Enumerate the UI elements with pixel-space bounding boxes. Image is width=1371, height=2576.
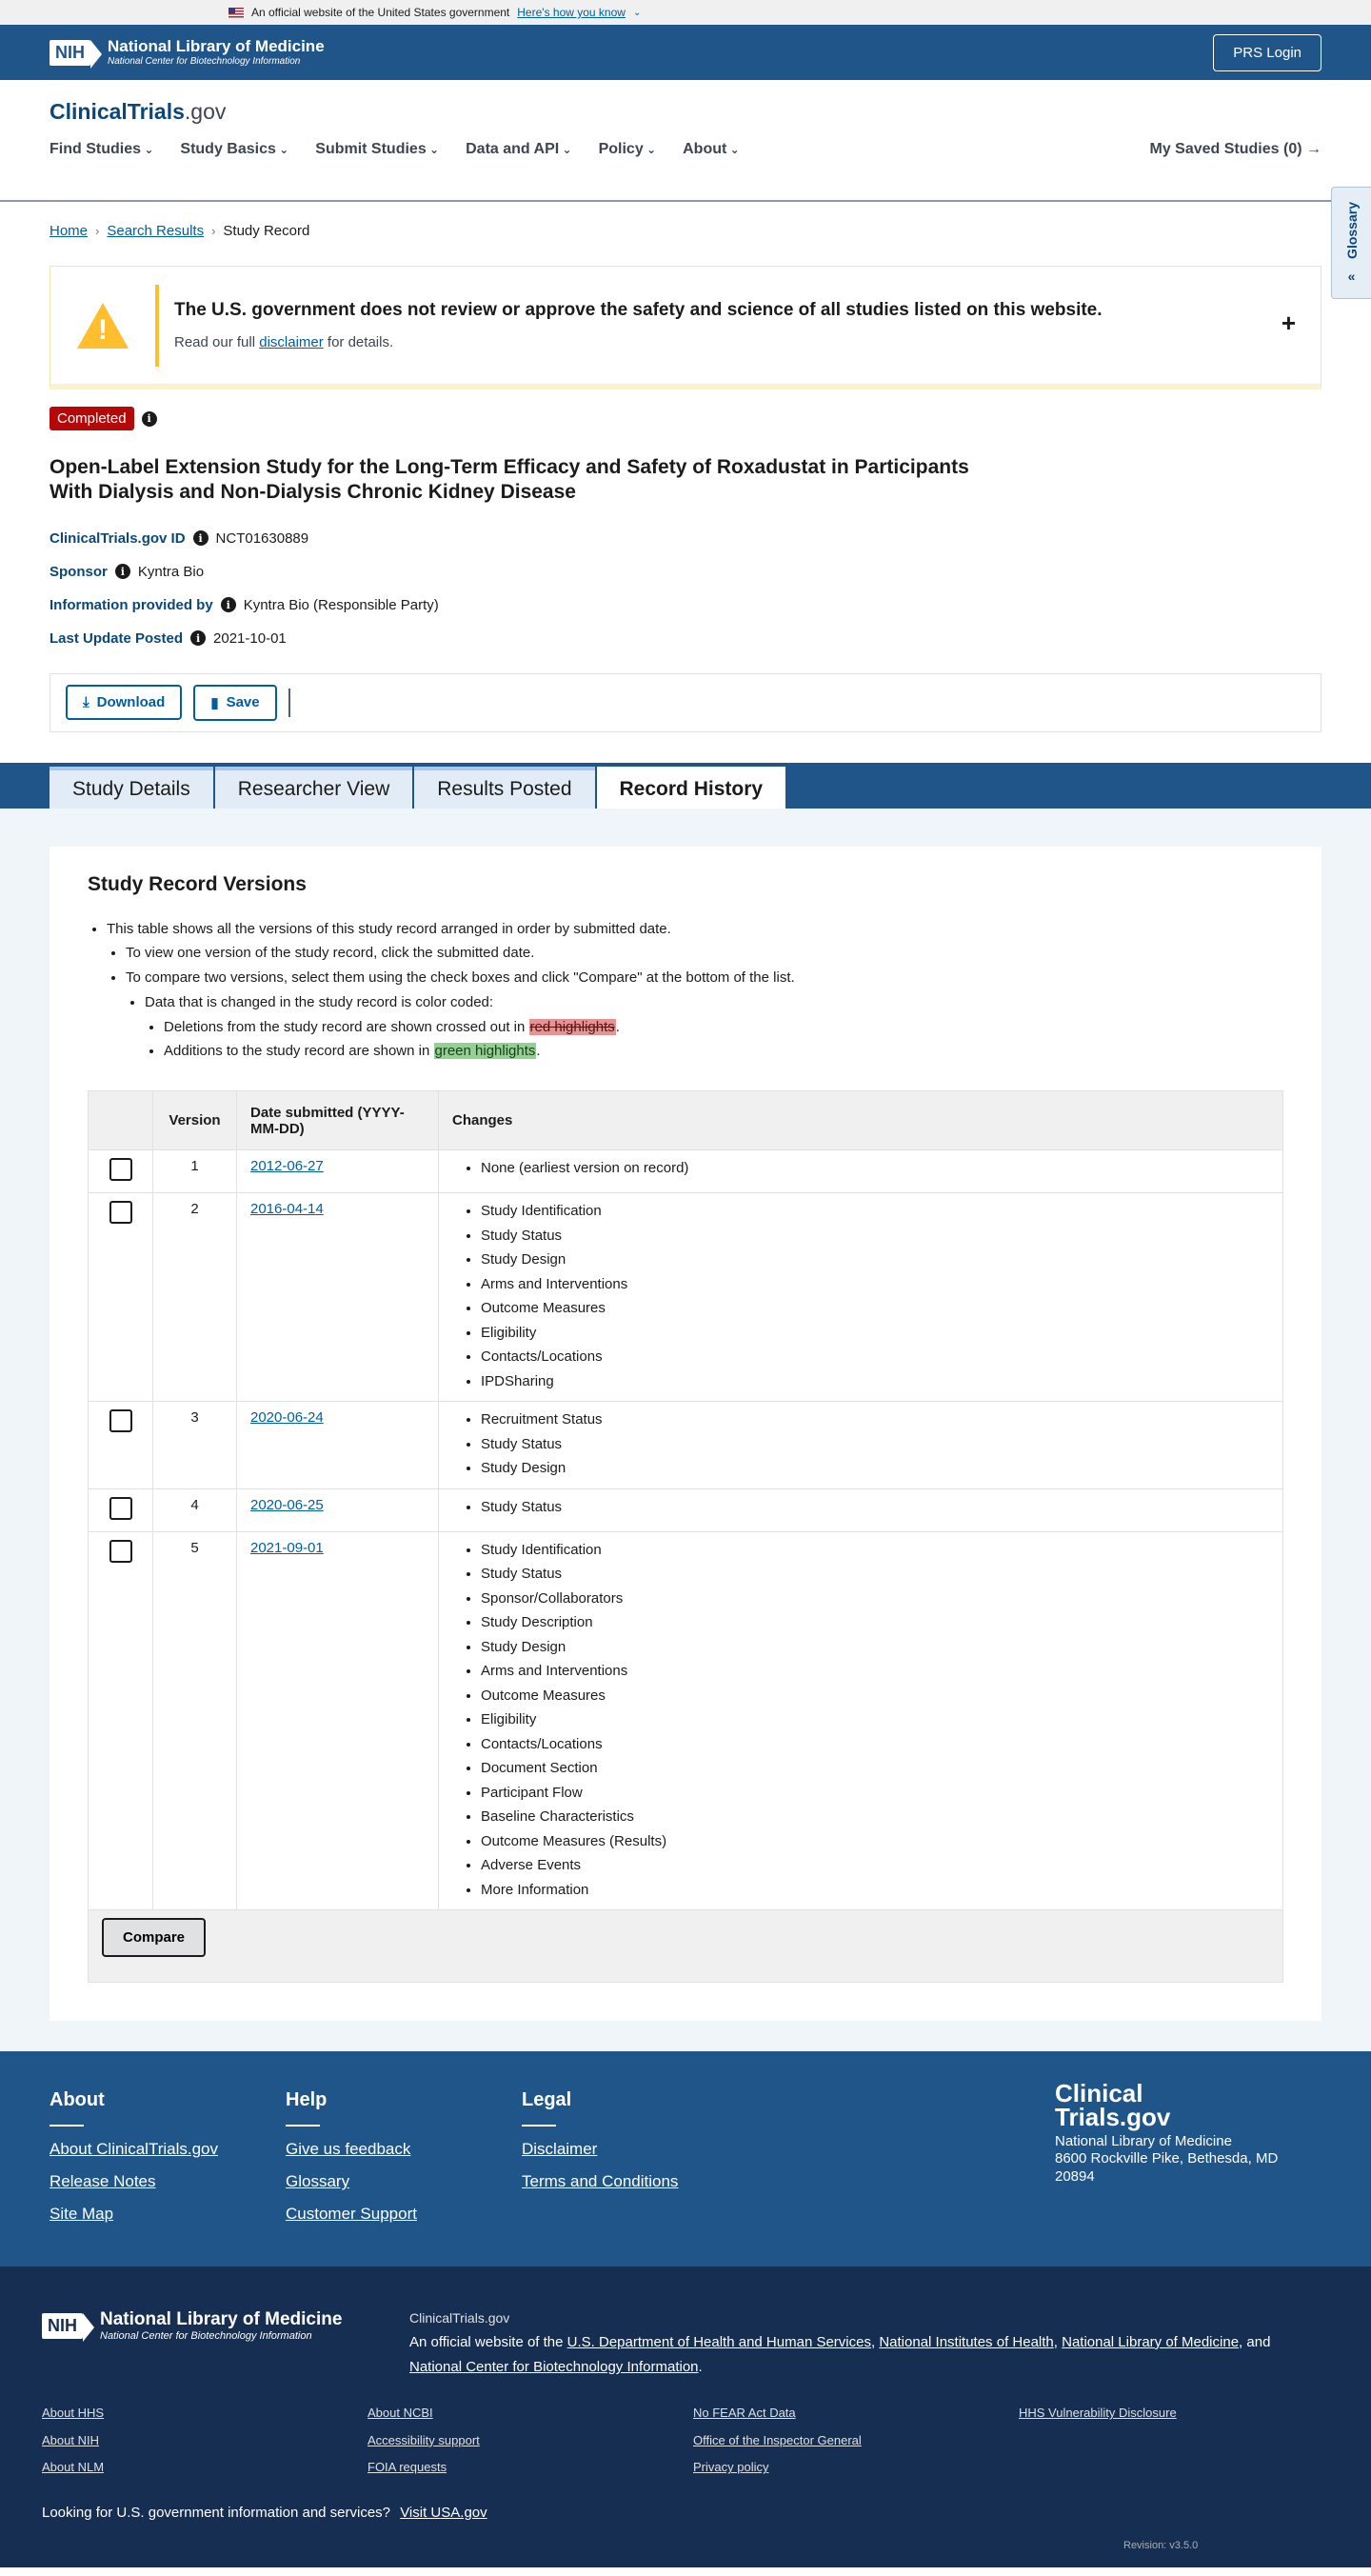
usa-gov-line xyxy=(42,2505,487,2521)
change-item: • More Information xyxy=(481,1878,1269,1903)
header-date: Date submitted (YYYY-MM-DD) xyxy=(237,1091,439,1150)
version-date-link[interactable]: 2016-04-14 xyxy=(250,1201,324,1218)
change-item: • Arms and Interventions xyxy=(481,1659,1269,1684)
table-row xyxy=(89,1150,1283,1193)
info-provided-value: Kyntra Bio (Responsible Party) xyxy=(243,596,439,613)
chevrons-left-icon: « xyxy=(1347,268,1356,284)
sponsor-value: Kyntra Bio xyxy=(137,563,205,580)
footer-links-col1 xyxy=(42,2400,104,2482)
checkbox-cell xyxy=(89,1150,153,1193)
change-item: • Study Status xyxy=(481,1432,1269,1457)
additions-text: Additions to the study record are shown in xyxy=(164,1043,430,1060)
ncbi-subtitle: National Center for Biotechnology Information xyxy=(108,55,301,67)
footer-address xyxy=(1055,2133,1278,2187)
sponsor-label: Sponsor xyxy=(50,563,108,580)
download-icon: ⤓ xyxy=(83,694,89,710)
info-icon[interactable]: i xyxy=(193,530,209,546)
disclaimer-text xyxy=(174,334,1103,350)
footer-about-title: About xyxy=(50,2089,105,2111)
save-button[interactable] xyxy=(193,685,276,721)
nlm-logo[interactable] xyxy=(50,38,325,67)
instruction-1b-text: To compare two versions, select them using the check boxes and click "Compare" at the bottom of the list. xyxy=(126,969,795,987)
revision-text: Revision: v3.5.0 xyxy=(1123,2540,1199,2552)
heres-how-you-know-link[interactable]: Here's how you know xyxy=(517,6,626,19)
nih-logo-box: NIH xyxy=(50,40,90,66)
footer-link[interactable]: About HHS xyxy=(42,2406,105,2421)
footer-link[interactable]: About NLM xyxy=(42,2460,105,2475)
tab-researcher-view[interactable]: Researcher View xyxy=(215,767,413,809)
changes-cell xyxy=(439,1531,1283,1910)
footer-links-col3 xyxy=(693,2400,862,2482)
warning-icon: ! xyxy=(50,303,155,349)
clinicaltrials-logo[interactable] xyxy=(50,99,226,125)
green-highlight-sample: green highlights xyxy=(434,1043,536,1060)
version-number: 4 xyxy=(153,1488,237,1531)
gov-banner-text: An official website of the United States government xyxy=(251,6,510,19)
usa-pre: Looking for U.S. government information and services? xyxy=(42,2505,391,2522)
deletions-text: Deletions from the study record are shown crossed out in xyxy=(164,1018,526,1035)
version-checkbox[interactable] xyxy=(109,1497,132,1520)
table-header-row xyxy=(89,1091,1283,1150)
nih-link[interactable]: National Institutes of Health xyxy=(879,2333,1054,2350)
changes-cell xyxy=(439,1402,1283,1489)
date-cell xyxy=(237,1402,439,1489)
nih-header xyxy=(0,25,1371,80)
breadcrumb xyxy=(50,202,1321,239)
table-row xyxy=(89,1402,1283,1489)
chevron-right-icon: › xyxy=(211,224,216,238)
breadcrumb-current: Study Record xyxy=(223,223,310,239)
change-item: • Recruitment Status xyxy=(481,1408,1269,1432)
footer-link[interactable]: No FEAR Act Data xyxy=(693,2406,796,2421)
footer-link[interactable]: Privacy policy xyxy=(693,2460,769,2475)
changes-cell xyxy=(439,1193,1283,1402)
study-title: Open-Label Extension Study for the Long-Term Efficacy and Safety of Roxadustat in Participants With Dialysis and Non-Dialysis Chronic Kidney Disease xyxy=(50,456,969,504)
usa-gov-link[interactable]: Visit USA.gov xyxy=(400,2505,487,2522)
change-item: • Study Design xyxy=(481,1248,1269,1272)
footer-help-title: Help xyxy=(286,2089,328,2111)
glossary-label: Glossary xyxy=(1343,202,1360,259)
disclaimer-title: The U.S. government does not review or approve the safety and science of all studies listed on this website. xyxy=(174,300,1103,320)
logo-suffix: .gov xyxy=(184,99,227,124)
instruction-1b xyxy=(126,966,1283,1064)
change-item: • Study Identification xyxy=(481,1199,1269,1224)
footer-link[interactable]: Disclaimer xyxy=(522,2140,598,2159)
versions-table xyxy=(88,1090,1283,1983)
nlm-link[interactable]: National Library of Medicine xyxy=(1062,2333,1240,2350)
breadcrumb-search-results[interactable]: Search Results xyxy=(107,223,205,239)
footer-official-text: ClinicalTrials.gov An official website of the U.S. Department of Health and Human Services, National Institutes of Health, National Library of Medicine, and National Center for Biotechnology Information. xyxy=(409,2306,1295,2380)
footer-nlm-logo[interactable] xyxy=(42,2310,342,2342)
address-line: 20894 xyxy=(1055,2168,1095,2186)
change-item: • Study Status xyxy=(481,1495,1269,1520)
checkbox-cell xyxy=(89,1402,153,1489)
chevron-right-icon: › xyxy=(95,224,100,238)
changes-cell xyxy=(439,1488,1283,1531)
footer-link[interactable]: FOIA requests xyxy=(368,2460,447,2475)
tab-bar xyxy=(0,763,1371,809)
change-item: • IPDSharing xyxy=(481,1369,1269,1394)
change-item: • Contacts/Locations xyxy=(481,1732,1269,1757)
record-history-section xyxy=(0,809,1371,2052)
footer-link[interactable]: About NIH xyxy=(42,2432,99,2447)
change-item: • Outcome Measures xyxy=(481,1684,1269,1708)
version-number: 2 xyxy=(153,1193,237,1402)
change-item: • Document Section xyxy=(481,1756,1269,1781)
instruction-additions: • Additions to the study record are shown in green highlights. xyxy=(164,1039,1283,1064)
checkbox-cell xyxy=(89,1193,153,1402)
date-cell xyxy=(237,1150,439,1193)
status-row xyxy=(50,407,1321,430)
footer-link[interactable]: Glossary xyxy=(286,2172,350,2191)
change-item: • Contacts/Locations xyxy=(481,1345,1269,1369)
change-item: • Study Design xyxy=(481,1456,1269,1481)
footer-link[interactable]: HHS Vulnerability Disclosure xyxy=(1019,2406,1177,2421)
instruction-1 xyxy=(107,917,1283,1065)
checkbox-cell xyxy=(89,1488,153,1531)
footer-link[interactable]: About ClinicalTrials.gov xyxy=(50,2140,218,2159)
footer-link[interactable]: Give us feedback xyxy=(286,2140,411,2159)
download-label: Download xyxy=(96,694,166,710)
info-icon[interactable]: i xyxy=(190,630,206,646)
study-header xyxy=(0,202,1371,732)
change-item: • Eligibility xyxy=(481,1707,1269,1732)
change-item: • Study Identification xyxy=(481,1538,1269,1563)
info-provided-label: Information provided by xyxy=(50,596,213,613)
version-date-link[interactable]: 2020-06-24 xyxy=(250,1409,324,1427)
footer-link[interactable]: About NCBI xyxy=(368,2406,433,2421)
ncbi-subtitle: National Center for Biotechnology Information xyxy=(100,2330,312,2343)
disclaimer-post: for details. xyxy=(327,334,394,350)
nav-policy[interactable]: Policy ⌄ xyxy=(599,141,657,158)
date-cell xyxy=(237,1531,439,1910)
footer-link[interactable]: Release Notes xyxy=(50,2172,156,2191)
instruction-color xyxy=(145,990,1283,1064)
change-item: • Study Design xyxy=(481,1635,1269,1660)
change-item: • Study Description xyxy=(481,1610,1269,1635)
instruction-deletions: • Deletions from the study record are shown crossed out in red highlights. xyxy=(164,1015,1283,1040)
download-button[interactable] xyxy=(66,685,182,720)
version-number: 5 xyxy=(153,1531,237,1910)
table-row xyxy=(89,1193,1283,1402)
footer-legal-title: Legal xyxy=(522,2089,572,2111)
footer-site: ClinicalTrials.gov xyxy=(409,2310,510,2326)
nav-data-and-api[interactable]: Data and API ⌄ xyxy=(466,141,571,158)
change-item: • Baseline Characteristics xyxy=(481,1805,1269,1829)
save-label: Save xyxy=(226,694,260,710)
nih-logo-box: NIH xyxy=(42,2313,83,2339)
footer-help xyxy=(286,2089,417,2237)
last-update-value: 2021-10-01 xyxy=(213,629,287,647)
ncbi-link[interactable]: National Center for Biotechnology Information xyxy=(409,2359,699,2376)
version-date-link[interactable]: 2020-06-25 xyxy=(250,1496,324,1513)
header-changes: Changes xyxy=(439,1091,1283,1150)
bookmark-icon: ▮ xyxy=(210,694,219,711)
version-number: 3 xyxy=(153,1402,237,1489)
nav-study-basics[interactable]: Study Basics ⌄ xyxy=(180,141,288,158)
footer-about xyxy=(50,2089,218,2237)
main-nav xyxy=(0,80,1371,202)
breadcrumb-home[interactable]: Home xyxy=(50,223,89,239)
arrow-right-icon: → xyxy=(1306,141,1321,157)
divider xyxy=(288,689,290,717)
instruction-1-text: This table shows all the versions of this study record arranged in order by submitted date. xyxy=(107,920,671,937)
instruction-color-text: Data that is changed in the study record is color coded: xyxy=(145,993,494,1010)
address-line: National Library of Medicine xyxy=(1055,2132,1232,2149)
change-item: • Eligibility xyxy=(481,1321,1269,1346)
compare-cell xyxy=(89,1910,1283,1983)
table-row xyxy=(89,1531,1283,1910)
change-item: • Arms and Interventions xyxy=(481,1272,1269,1297)
status-badge: Completed xyxy=(50,407,134,430)
footer-link[interactable]: Customer Support xyxy=(286,2205,417,2224)
footer-logo-line1: Clinical xyxy=(1055,2079,1143,2108)
nav-submit-studies[interactable]: Submit Studies ⌄ xyxy=(315,141,439,158)
us-flag-icon xyxy=(228,8,244,18)
info-icon[interactable]: i xyxy=(115,564,130,579)
version-checkbox[interactable] xyxy=(109,1540,132,1563)
disclaimer-pre: Read our full xyxy=(174,334,256,350)
header-checkbox-col xyxy=(89,1091,153,1150)
footer-logo-line2: Trials.gov xyxy=(1055,2102,1171,2131)
gov-banner xyxy=(0,0,1371,25)
footer-ct-block xyxy=(1055,2079,1279,2187)
last-update-label: Last Update Posted xyxy=(50,629,184,647)
my-saved-studies-link[interactable] xyxy=(1150,141,1322,158)
version-checkbox[interactable] xyxy=(109,1158,132,1181)
change-item: • None (earliest version on record) xyxy=(481,1156,1269,1181)
and-text: and xyxy=(1246,2333,1271,2350)
footer-link[interactable]: Office of the Inspector General xyxy=(693,2432,862,2447)
date-cell xyxy=(237,1488,439,1531)
versions-title: Study Record Versions xyxy=(88,872,307,895)
version-checkbox[interactable] xyxy=(109,1201,132,1224)
nlm-title: National Library of Medicine xyxy=(108,37,325,56)
versions-instructions xyxy=(88,917,1283,1065)
footer-top xyxy=(0,2051,1371,2266)
study-meta xyxy=(50,530,1321,647)
change-item: • Outcome Measures xyxy=(481,1296,1269,1321)
official-pre: An official website of the xyxy=(409,2333,564,2350)
nav-find-studies[interactable]: Find Studies ⌄ xyxy=(50,141,153,158)
prs-login-button[interactable]: PRS Login xyxy=(1213,34,1321,71)
footer-link[interactable]: Site Map xyxy=(50,2205,114,2224)
changes-cell xyxy=(439,1150,1283,1193)
change-item: • Sponsor/Collaborators xyxy=(481,1587,1269,1611)
tab-study-details[interactable]: Study Details xyxy=(50,767,213,809)
checkbox-cell xyxy=(89,1531,153,1910)
change-item: • Outcome Measures (Results) xyxy=(481,1829,1269,1854)
hhs-link[interactable]: U.S. Department of Health and Human Services xyxy=(566,2333,871,2350)
versions-body xyxy=(89,1150,1283,1910)
footer-ct-logo[interactable] xyxy=(1055,2079,1278,2131)
id-value: NCT01630889 xyxy=(215,529,309,547)
chevron-down-icon: ⌄ xyxy=(632,7,642,18)
red-highlight-sample: red highlights xyxy=(529,1018,615,1035)
version-date-link[interactable]: 2012-06-27 xyxy=(250,1158,324,1175)
version-date-link[interactable]: 2021-09-01 xyxy=(250,1539,324,1556)
compare-button[interactable]: Compare xyxy=(102,1918,206,1957)
compare-row xyxy=(89,1910,1283,1983)
info-icon[interactable]: i xyxy=(142,411,157,427)
footer-bottom xyxy=(0,2266,1371,2567)
instruction-1a: • To view one version of the study record, click the submitted date. xyxy=(126,941,1283,966)
date-cell xyxy=(237,1193,439,1402)
logo-main: ClinicalTrials xyxy=(50,99,185,124)
tab-record-history[interactable]: Record History xyxy=(597,767,786,809)
version-checkbox[interactable] xyxy=(109,1409,132,1432)
disclaimer-alert xyxy=(50,266,1321,389)
id-label: ClinicalTrials.gov ID xyxy=(50,529,186,547)
expand-plus-icon[interactable]: + xyxy=(1281,309,1296,337)
saved-label: My Saved Studies (0) xyxy=(1149,141,1302,157)
change-item: • Participant Flow xyxy=(481,1781,1269,1806)
tab-results-posted[interactable]: Results Posted xyxy=(414,767,594,809)
footer-links-col4 xyxy=(1019,2400,1177,2427)
table-row xyxy=(89,1488,1283,1531)
version-number: 1 xyxy=(153,1150,237,1193)
footer-link[interactable]: Terms and Conditions xyxy=(522,2172,679,2191)
footer-legal xyxy=(522,2089,678,2205)
versions-card xyxy=(50,847,1321,2022)
action-bar xyxy=(50,673,1321,732)
change-item: • Study Status xyxy=(481,1224,1269,1248)
disclaimer-link[interactable]: disclaimer xyxy=(259,334,324,350)
change-item: • Study Status xyxy=(481,1562,1269,1587)
footer-links-col2 xyxy=(368,2400,480,2482)
header-version: Version xyxy=(153,1091,237,1150)
nlm-title: National Library of Medicine xyxy=(100,2309,343,2330)
info-icon[interactable]: i xyxy=(221,597,236,612)
footer-link[interactable]: Accessibility support xyxy=(368,2432,480,2447)
address-line: 8600 Rockville Pike, Bethesda, MD xyxy=(1055,2150,1279,2167)
change-item: • Adverse Events xyxy=(481,1853,1269,1878)
nav-about[interactable]: About ⌄ xyxy=(683,141,740,158)
